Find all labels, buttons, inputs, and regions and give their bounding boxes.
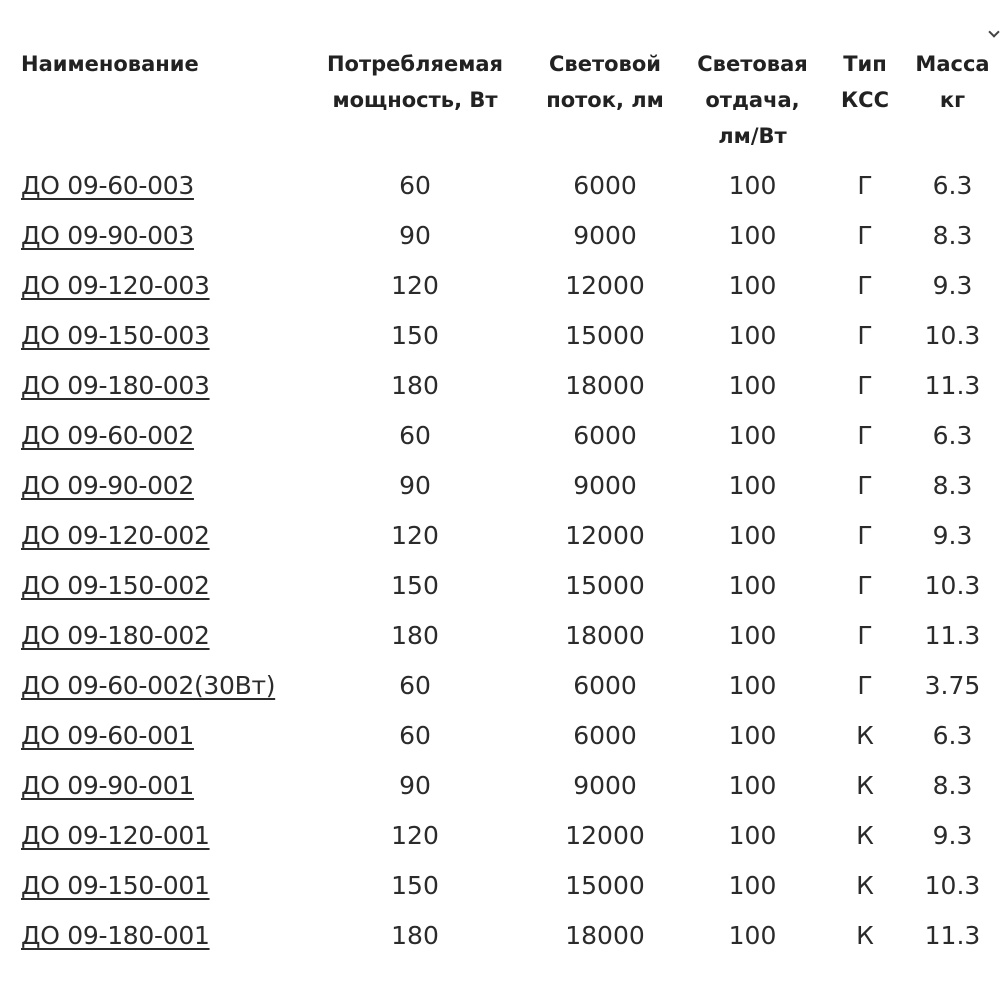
cell-efficiency: 100 <box>728 620 777 650</box>
cell-power: 90 <box>399 770 431 800</box>
cell-name <box>10 310 300 360</box>
cell-power: 60 <box>399 170 431 200</box>
cell-ksc: К <box>856 770 874 800</box>
product-link[interactable]: ДО 09-60-001 <box>21 720 194 750</box>
table-row <box>10 860 1000 910</box>
table-row <box>10 610 1000 660</box>
cell-ksc: Г <box>857 570 873 600</box>
cell-mass: 8.3 <box>932 770 973 800</box>
cell-mass: 6.3 <box>932 420 973 450</box>
product-link[interactable]: ДО 09-180-002 <box>21 620 210 650</box>
cell-efficiency: 100 <box>728 770 777 800</box>
cell-power: 90 <box>399 470 431 500</box>
header-efficiency: Световая отдача, лм/Вт <box>697 52 808 148</box>
cell-flux: 15000 <box>565 570 645 600</box>
cell-mass: 8.3 <box>932 470 973 500</box>
product-link[interactable]: ДО 09-60-002 <box>21 420 194 450</box>
table-row <box>10 410 1000 460</box>
cell-name <box>10 560 300 610</box>
cell-flux: 12000 <box>565 820 645 850</box>
cell-efficiency: 100 <box>728 920 777 950</box>
product-link[interactable]: ДО 09-90-002 <box>21 470 194 500</box>
cell-ksc: Г <box>857 320 873 350</box>
cell-name <box>10 810 300 860</box>
cell-ksc: Г <box>857 220 873 250</box>
table-row <box>10 710 1000 760</box>
cell-mass: 10.3 <box>924 570 981 600</box>
table-row <box>10 660 1000 710</box>
cell-flux: 9000 <box>573 220 637 250</box>
cell-mass: 6.3 <box>932 170 973 200</box>
cell-flux: 18000 <box>565 370 645 400</box>
cell-name <box>10 460 300 510</box>
cell-power: 150 <box>391 320 439 350</box>
cell-name <box>10 660 300 710</box>
table-row <box>10 760 1000 810</box>
cell-efficiency: 100 <box>728 220 777 250</box>
cell-efficiency: 100 <box>728 420 777 450</box>
cell-flux: 12000 <box>565 520 645 550</box>
table-row <box>10 260 1000 310</box>
cell-efficiency: 100 <box>728 870 777 900</box>
product-link[interactable]: ДО 09-90-001 <box>21 770 194 800</box>
header-ksc: Тип КСС <box>841 52 889 112</box>
cell-flux: 6000 <box>573 720 637 750</box>
table-row <box>10 560 1000 610</box>
cell-flux: 12000 <box>565 270 645 300</box>
table-row <box>10 910 1000 960</box>
cell-power: 180 <box>391 920 439 950</box>
cell-mass: 11.3 <box>924 620 981 650</box>
product-link[interactable]: ДО 09-180-001 <box>21 920 210 950</box>
cell-power: 150 <box>391 570 439 600</box>
cell-power: 60 <box>399 670 431 700</box>
chevron-down-icon <box>988 26 999 37</box>
cell-flux: 18000 <box>565 620 645 650</box>
product-link[interactable]: ДО 09-60-003 <box>21 170 194 200</box>
cell-flux: 9000 <box>573 470 637 500</box>
cell-power: 120 <box>391 270 439 300</box>
product-link[interactable]: ДО 09-180-003 <box>21 370 210 400</box>
cell-power: 180 <box>391 370 439 400</box>
cell-ksc: Г <box>857 520 873 550</box>
cell-power: 150 <box>391 870 439 900</box>
cell-power: 90 <box>399 220 431 250</box>
cell-name <box>10 860 300 910</box>
cell-efficiency: 100 <box>728 520 777 550</box>
cell-efficiency: 100 <box>728 170 777 200</box>
cell-name <box>10 710 300 760</box>
cell-mass: 9.3 <box>932 820 973 850</box>
product-link[interactable]: ДО 09-150-002 <box>21 570 210 600</box>
header-mass: Масса кг <box>915 52 990 112</box>
product-link[interactable]: ДО 09-120-001 <box>21 820 210 850</box>
cell-efficiency: 100 <box>728 570 777 600</box>
specs-table <box>10 40 1000 960</box>
table-row <box>10 210 1000 260</box>
cell-flux: 18000 <box>565 920 645 950</box>
cell-efficiency: 100 <box>728 820 777 850</box>
cell-efficiency: 100 <box>728 370 777 400</box>
table-row <box>10 810 1000 860</box>
product-link[interactable]: ДО 09-150-003 <box>21 320 210 350</box>
cell-ksc: К <box>856 820 874 850</box>
cell-efficiency: 100 <box>728 670 777 700</box>
cell-ksc: Г <box>857 470 873 500</box>
cell-flux: 6000 <box>573 670 637 700</box>
cell-power: 180 <box>391 620 439 650</box>
cell-ksc: К <box>856 870 874 900</box>
cell-power: 120 <box>391 820 439 850</box>
header-flux: Световой поток, лм <box>546 52 664 112</box>
table-row <box>10 160 1000 210</box>
header-power: Потребляемая мощность, Вт <box>326 52 504 112</box>
cell-name <box>10 360 300 410</box>
cell-mass: 10.3 <box>924 870 981 900</box>
cell-ksc: Г <box>857 420 873 450</box>
table-row <box>10 460 1000 510</box>
cell-mass: 11.3 <box>924 370 981 400</box>
product-link[interactable]: ДО 09-60-002(30Вт) <box>21 670 276 700</box>
cell-mass: 6.3 <box>932 720 973 750</box>
cell-mass: 9.3 <box>932 520 973 550</box>
cell-efficiency: 100 <box>728 720 777 750</box>
cell-name <box>10 210 300 260</box>
cell-flux: 15000 <box>565 320 645 350</box>
cell-efficiency: 100 <box>728 270 777 300</box>
cell-ksc: Г <box>857 270 873 300</box>
cell-flux: 6000 <box>573 420 637 450</box>
cell-efficiency: 100 <box>728 320 777 350</box>
cell-power: 120 <box>391 520 439 550</box>
cell-flux: 6000 <box>573 170 637 200</box>
product-link[interactable]: ДО 09-90-003 <box>21 220 194 250</box>
cell-name <box>10 910 300 960</box>
cell-ksc: Г <box>857 370 873 400</box>
cell-name <box>10 760 300 810</box>
cell-name <box>10 510 300 560</box>
product-link[interactable]: ДО 09-150-001 <box>21 870 210 900</box>
cell-name <box>10 410 300 460</box>
table-header <box>10 40 1000 160</box>
cell-ksc: Г <box>857 170 873 200</box>
cell-mass: 8.3 <box>932 220 973 250</box>
cell-ksc: Г <box>857 670 873 700</box>
cell-power: 60 <box>399 420 431 450</box>
cell-ksc: Г <box>857 620 873 650</box>
cell-mass: 11.3 <box>924 920 981 950</box>
product-link[interactable]: ДО 09-120-002 <box>21 520 210 550</box>
cell-ksc: К <box>856 720 874 750</box>
table-body <box>10 160 1000 960</box>
cell-mass: 9.3 <box>932 270 973 300</box>
table-row <box>10 510 1000 560</box>
cell-efficiency: 100 <box>728 470 777 500</box>
header-row <box>10 40 1000 160</box>
cell-mass: 10.3 <box>924 320 981 350</box>
cell-name <box>10 260 300 310</box>
product-link[interactable]: ДО 09-120-003 <box>21 270 210 300</box>
table-row <box>10 360 1000 410</box>
cell-flux: 15000 <box>565 870 645 900</box>
cell-ksc: К <box>856 920 874 950</box>
cell-name <box>10 610 300 660</box>
header-name: Наименование <box>21 52 199 76</box>
cell-name <box>10 160 300 210</box>
cell-mass: 3.75 <box>924 670 981 700</box>
table-row <box>10 310 1000 360</box>
cell-power: 60 <box>399 720 431 750</box>
cell-flux: 9000 <box>573 770 637 800</box>
